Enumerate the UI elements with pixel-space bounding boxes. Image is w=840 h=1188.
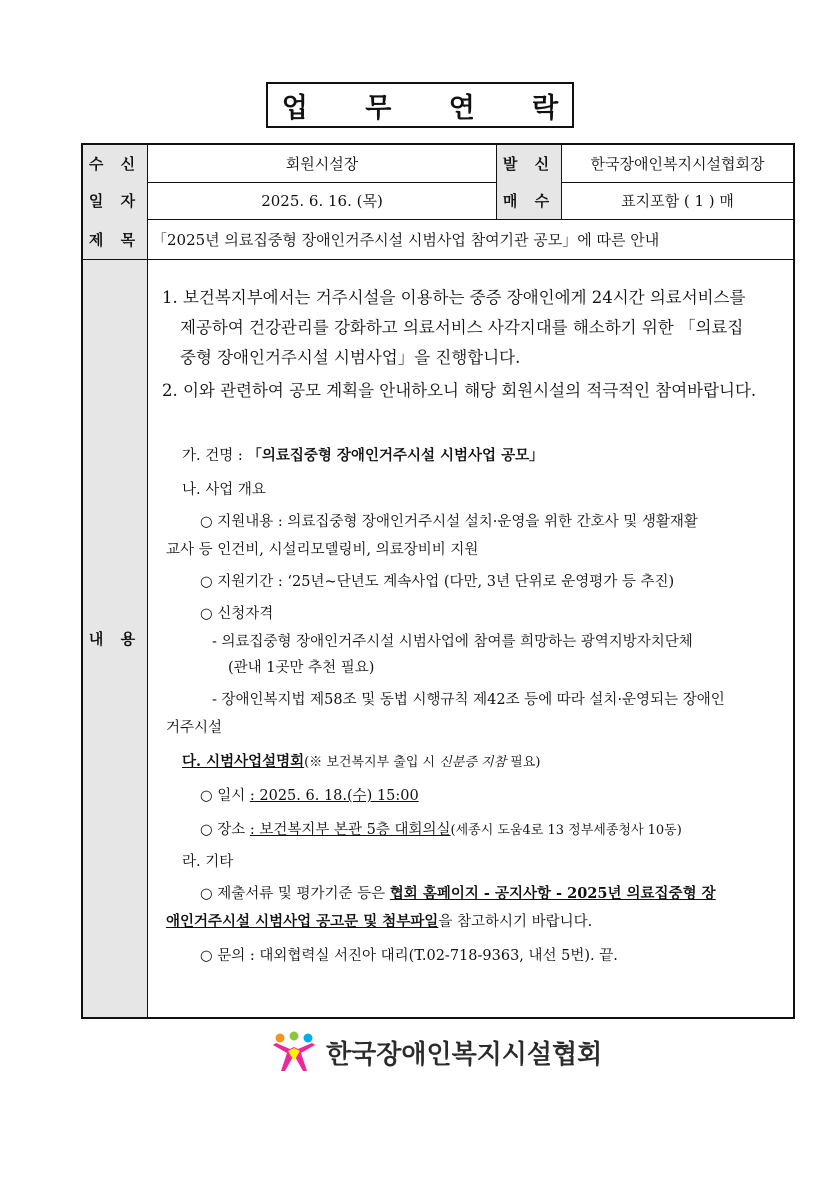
pages-label: 매 수 (497, 182, 562, 219)
eligibility-a-line-1: - 의료집중형 장애인거주시설 시범사업에 참여를 희망하는 광역지방자치단체 (212, 634, 693, 650)
header-row-recipient (83, 145, 793, 183)
item-da-note-b: 신분증 지참 (439, 755, 507, 770)
item-da-note-a: (※ 보건복지부 출입 시 (304, 755, 440, 770)
date-value: 2025. 6. 16. (목) (148, 182, 497, 219)
item-ra-docs-c: 애인거주시설 시범사업 공고문 및 첨부파일 (166, 913, 439, 930)
content-body (148, 260, 793, 1017)
header-row-subject (83, 219, 793, 260)
sender-label: 발 신 (497, 145, 562, 182)
subject-label: 제 목 (83, 219, 148, 259)
item-ra-docs-line-2 (166, 910, 592, 931)
item-na-period: ○ 지원기간 : ‘25년~단년도 계속사업 (다만, 3년 단위로 운영평가 등 추진) (200, 574, 675, 590)
paragraph-2: 2. 이와 관련하여 공모 계획을 안내하오니 해당 회원시설의 적극적인 참여바랍니다. (162, 381, 757, 400)
item-na-support-line-1: ○ 지원내용 : 의료집중형 장애인거주시설 설치·운영을 위한 간호사 및 생활재활 (200, 514, 698, 530)
header-row-date (83, 182, 793, 220)
pages-value: 표지포함 ( 1 ) 매 (621, 192, 734, 210)
item-da-location-value: : 보건복지부 본관 5층 대회의실 (249, 822, 451, 838)
item-da-location-note: (세종시 도움4로 13 정부세종청사 10동) (450, 823, 682, 838)
item-ra: 라. 기타 (182, 854, 234, 870)
recipient-value: 회원시설장 (148, 145, 497, 182)
item-da-datetime (200, 784, 419, 805)
item-da-note-c: 필요) (506, 755, 541, 770)
item-da-location (200, 818, 682, 839)
item-ra-contact: ○ 문의 : 대외협력실 서진아 대리(T.02-718-9363, 내선 5번). 끝. (200, 948, 618, 964)
item-da-datetime-label: ○ 일시 (200, 788, 250, 804)
people-logo-icon (270, 1031, 318, 1073)
item-ga (182, 444, 544, 465)
date-label: 일 자 (83, 182, 148, 219)
content-label: 내 용 (83, 260, 148, 1017)
recipient-label: 수 신 (83, 145, 148, 182)
eligibility-b-line-2: 거주시설 (166, 720, 223, 736)
paragraph-1-line-1: 1. 보건복지부에서는 거주시설을 이용하는 중증 장애인에게 24시간 의료서비스를 (162, 288, 746, 307)
document-title-text: 업 무 연 락 (281, 92, 583, 124)
item-ra-docs-a: ○ 제출서류 및 평가기준 등은 (200, 886, 390, 902)
item-na: 나. 사업 개요 (182, 482, 266, 498)
item-na-support-line-2: 교사 등 인건비, 시설리모델링비, 의료장비비 지원 (166, 542, 479, 558)
footer-org-name: 한국장애인복지시설협회 (326, 1039, 603, 1070)
document-title (266, 82, 583, 128)
item-da-location-label: ○ 장소 (200, 822, 250, 838)
item-da-datetime-value: : 2025. 6. 18.(수) 15:00 (249, 788, 419, 804)
item-da-title: 다. 시범사업설명회 (182, 753, 305, 770)
footer-logo (270, 1030, 602, 1074)
item-ra-docs-d: 을 참고하시기 바랍니다. (438, 914, 593, 930)
item-ga-prefix: 가. 건명 : (182, 448, 248, 464)
eligibility-a-line-2: (관내 1곳만 추천 필요) (228, 660, 375, 676)
memo-table (81, 143, 795, 1019)
paragraph-1-line-2: 제공하여 건강관리를 강화하고 의료서비스 사각지대를 해소하기 위한 「의료집 (180, 318, 744, 337)
subject-value: 「2025년 의료집중형 장애인거주시설 시범사업 참여기관 공모」에 따른 안내 (152, 230, 660, 249)
paragraph-1-line-3: 중형 장애인거주시설 시범사업」을 진행합니다. (180, 348, 521, 367)
item-ga-name: 「의료집중형 장애인거주시설 시범사업 공모」 (247, 447, 544, 464)
sender-value: 한국장애인복지시설협회장 (590, 155, 765, 173)
item-na-eligibility: ○ 신청자격 (200, 606, 274, 622)
item-da-note (304, 755, 540, 770)
item-da (182, 750, 541, 771)
eligibility-b-line-1: - 장애인복지법 제58조 및 동법 시행규칙 제42조 등에 따라 설치·운영되는 장애인 (212, 692, 725, 708)
item-ra-docs-b: 협회 홈페이지 - 공지사항 - 2025년 의료집중형 장 (389, 885, 716, 902)
item-ra-docs-line-1 (200, 882, 716, 903)
